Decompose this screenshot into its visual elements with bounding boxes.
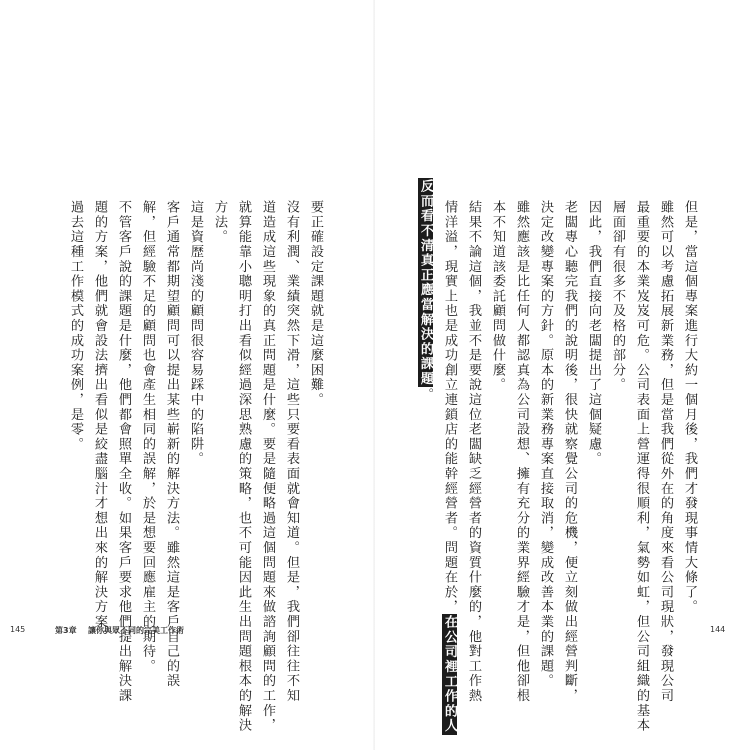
text-line: 沒有利潤、業績突然下滑，這些只要看表面就會知道。但是，我們卻往往不知	[284, 200, 299, 704]
text-line: 解，但經驗不足的顧問也會產生相同的誤解，於是想要回應雇主的期待。	[140, 200, 155, 674]
text-line: 要正確設定課題就是這麼困難。	[308, 200, 323, 408]
chapter-title: 讓你與眾不同的完美工作術	[88, 626, 184, 635]
text-line: 就算能靠小聰明打出看似經過深思熟慮的策略，也不可能因此生出問題根本的解決	[236, 200, 251, 733]
text-line: 這是資歷尚淺的顧問很容易踩中的陷阱。	[188, 200, 203, 467]
text-line: 客戶通常都期望顧問可以提出某些嶄新的解決方法。雖然這是客戶自己的誤	[164, 200, 179, 689]
text-line: 題的方案，他們就會設法擠出看似是絞盡腦汁才想出來的解決方案。	[92, 200, 107, 644]
text-line	[416, 178, 434, 402]
text-line: 因此，我們直接向老闆提出了這個疑慮。	[586, 200, 601, 467]
text-segment: 。	[418, 387, 433, 403]
text-line: 雖然可以考慮拓展新業務，但是當我們從外在的角度來看公司現狀，發現公司	[658, 200, 673, 704]
page-number-right: 144	[710, 625, 726, 634]
text-line: 過去這種工作模式的成功案例，是零。	[68, 200, 83, 452]
text-line: 結果不論這個，我並不是要說這位老闆缺乏經營者的資質什麼的，他對工作熱	[466, 200, 481, 704]
highlight-text: 在公司裡工作的人	[442, 615, 457, 734]
chapter-label: 第3章	[55, 626, 77, 635]
text-line	[440, 200, 458, 735]
text-line: 老闆專心聽完我們的說明後，很快就察覺公司的危機，便立刻做出經營判斷，	[562, 200, 577, 704]
text-line: 決定改變專案的方針。原本的新業務專案直接取消，變成改善本業的課題。	[538, 200, 553, 689]
text-line: 道造成這些現象的真正問題是什麼。要是隨便略過這個問題來做諮詢顧問的工作，	[260, 200, 275, 733]
text-line: 方法。	[212, 200, 227, 245]
text-line: 最重要的本業岌岌可危。公司表面上營運得很順利，氣勢如虹，但公司組織的基本	[634, 200, 649, 733]
text-line: 本不知道該委託顧問做什麼。	[490, 200, 505, 393]
text-line: 不管客戶說的課題是什麼，他們都會照單全收。如果客戶要求他們提出解決課	[116, 200, 131, 704]
text-line: 雖然應該是比任何人都認真為公司設想、擁有充分的業界經驗才是，但他卻根	[514, 200, 529, 704]
text-line: 但是，當這個專案進行大約一個月後，我們才發現事情大條了。	[682, 200, 697, 615]
page-number-left: 145	[10, 625, 26, 634]
text-line: 層面卻有很多不及格的部分。	[610, 200, 625, 393]
highlight-text: 反而看不清真正應當解決的課題	[418, 179, 433, 387]
text-segment: 情洋溢，現實上也是成功創立連鎖店的能幹經營者。問題在於，	[442, 200, 457, 615]
right-page	[375, 0, 750, 750]
